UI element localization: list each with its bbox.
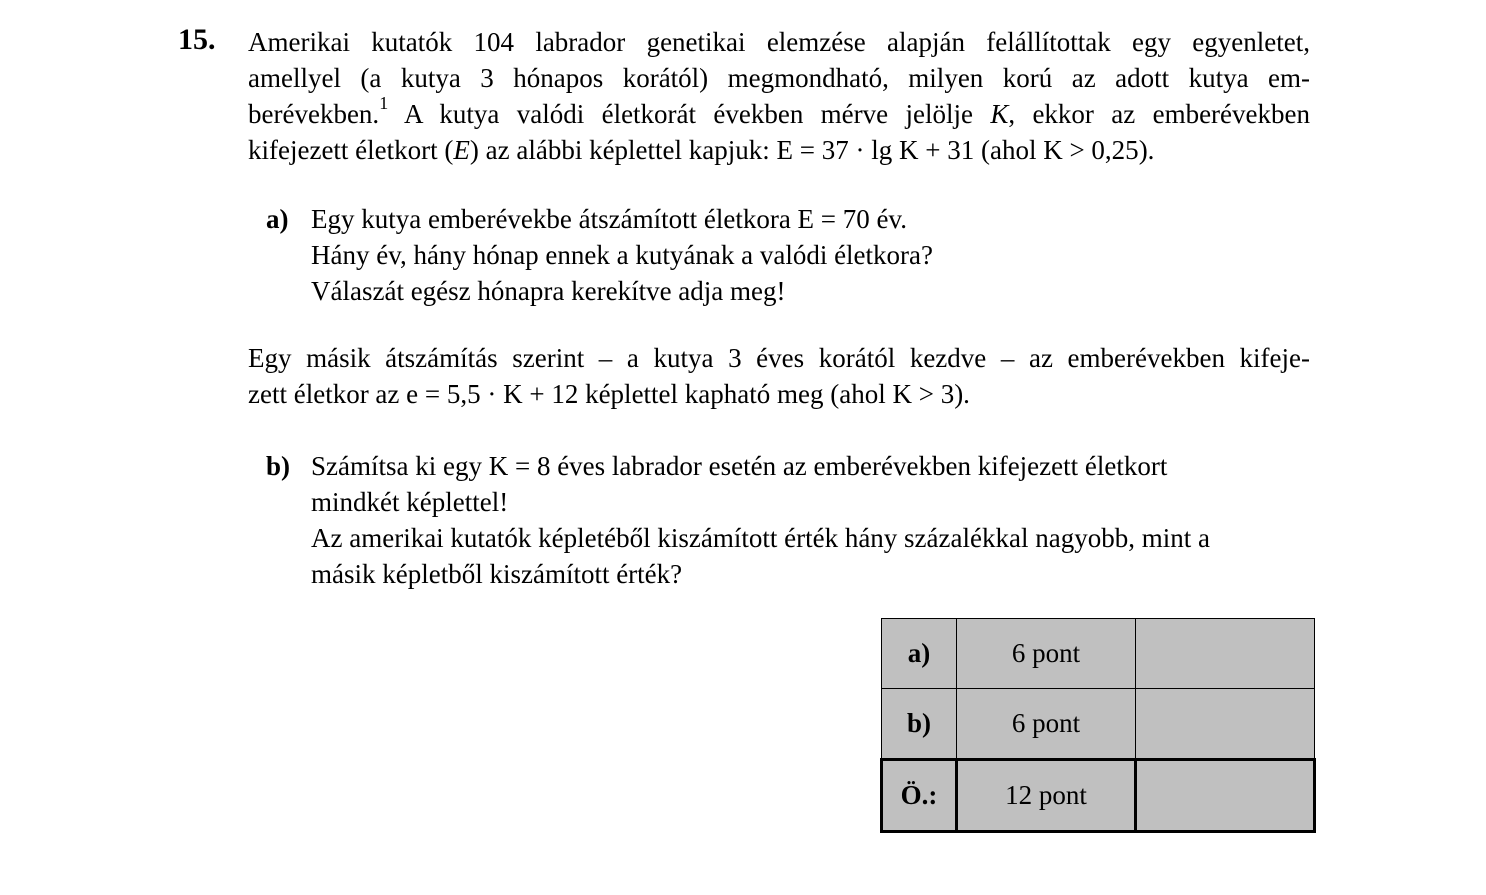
part-b-line-3: Az amerikai kutatók képletéből kiszámított érték hány százalékkal nagyobb, mint a <box>311 523 1210 553</box>
score-label: Ö.: <box>882 760 957 832</box>
part-a-line-1: Egy kutya emberévekbe átszámított életkora E = 70 év. <box>311 204 908 234</box>
intro-text: ). <box>1138 135 1155 165</box>
part-b-line-2: mindkét képlettel! <box>311 487 509 517</box>
intro-text: ) az alábbi képlettel kapjuk: <box>469 135 777 165</box>
score-table <box>880 618 1316 833</box>
score-points: 12 pont <box>957 760 1136 832</box>
variable-k: K <box>990 99 1009 129</box>
problem-number: 15. <box>178 23 216 56</box>
score-row-total <box>882 760 1315 832</box>
intro-text: A kutya valódi életkorát években mérve jelölje <box>388 99 991 129</box>
intro-text: berévekben. <box>248 99 380 129</box>
score-row-a <box>882 619 1315 689</box>
formula-condition: K > 0,25 <box>1043 135 1139 165</box>
score-points: 6 pont <box>957 689 1136 760</box>
part-b-line-4: másik képletből kiszámított érték? <box>311 559 683 589</box>
part-b-line-1: Számítsa ki egy K = 8 éves labrador esetén az emberévekben kifejezett életkort <box>311 451 1168 481</box>
intro-text: (ahol <box>974 135 1044 165</box>
score-earned-cell[interactable] <box>1136 760 1315 832</box>
other-line-2: zett életkor az e = 5,5 · K + 12 képlettel kapható meg (ahol K > 3). <box>248 379 970 409</box>
formula-main: E = 37 · lg K + 31 <box>776 135 975 165</box>
score-row-b <box>882 689 1315 760</box>
intro-line-2: amellyel (a kutya 3 hónapos korától) megmondható, milyen korú az adott kutya em- <box>248 63 1310 93</box>
intro-text: , ekkor az emberévekben <box>1008 99 1311 129</box>
second-formula-text <box>248 340 1310 412</box>
intro-line-4 <box>248 132 1310 168</box>
part-a-label: a) <box>266 204 289 234</box>
other-line-1: Egy másik átszámítás szerint – a kutya 3 éves korától kezdve – az emberévekben kifeje- <box>248 343 1310 373</box>
part-a-line-3: Válaszát egész hónapra kerekítve adja meg! <box>311 276 786 306</box>
intro-text: kifejezett életkort ( <box>248 135 454 165</box>
part-b-text <box>311 448 1311 592</box>
score-label: b) <box>882 689 957 760</box>
intro-line-1: Amerikai kutatók 104 labrador genetikai elemzése alapján felállítottak egy egyenletet, <box>248 27 1310 57</box>
score-earned-cell[interactable] <box>1136 619 1315 689</box>
problem-intro <box>248 24 1310 168</box>
score-points: 6 pont <box>957 619 1136 689</box>
intro-line-3 <box>248 93 1311 132</box>
part-b-label: b) <box>266 451 291 481</box>
score-label: a) <box>882 619 957 689</box>
score-earned-cell[interactable] <box>1136 689 1315 760</box>
part-a-line-2: Hány év, hány hónap ennek a kutyának a valódi életkora? <box>311 240 934 270</box>
variable-e: E <box>453 135 470 165</box>
part-a-text <box>311 201 1311 309</box>
footnote-marker: 1 <box>379 93 389 113</box>
